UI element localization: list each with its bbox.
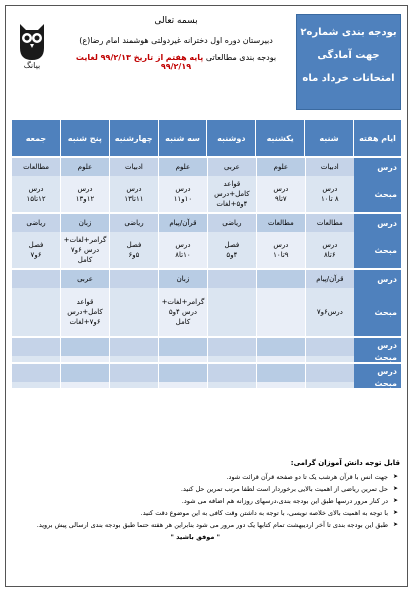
cell-subject	[257, 270, 305, 288]
row-label	[354, 364, 401, 388]
cell-subject	[110, 270, 158, 288]
cell-subject	[306, 338, 354, 356]
notes-section	[14, 457, 400, 543]
title-line-1: بودجه بندی شماره۲	[300, 27, 397, 38]
cell-topic	[257, 356, 305, 362]
table-cell	[60, 214, 109, 268]
cell-topic	[208, 356, 256, 362]
table-cell	[158, 270, 207, 336]
cell-topic: درس ۱۲و۱۳	[61, 176, 109, 212]
row-label-topic: مبحث	[374, 189, 397, 199]
cell-subject: قرآن/پیام	[159, 214, 207, 232]
note-item: ➤ طبق این بودجه بندی تا آخر اردیبهشت تمام کتابها یک دور مرور می شود بنابراین هر هفته حتما طبق بودجه بندی ارسالی پیش بروید.	[14, 519, 388, 531]
cell-topic	[110, 356, 158, 362]
note-item: ➤ با توجه به اهمیت بالای خلاصه نویسی، با توجه به داشتن وقت کافی به این موضوع دقت کنید.	[14, 507, 388, 519]
table-cell	[109, 270, 158, 336]
cell-subject	[12, 338, 60, 356]
cell-subject: قرآن/پیام	[306, 270, 354, 288]
logo-text: بیانگ	[23, 61, 41, 70]
row-label-lesson: درس	[377, 274, 397, 284]
table-cell	[109, 214, 158, 268]
table-cell	[256, 158, 305, 212]
cell-topic	[12, 382, 60, 388]
table-cell	[11, 270, 60, 336]
cell-subject: ریاضی	[110, 214, 158, 232]
table-cell	[305, 214, 354, 268]
cell-subject	[110, 364, 158, 382]
table-cell	[305, 270, 354, 336]
school-name: دبیرستان دوره اول دخترانه غیردولتی هوشمند امام رضا(ع)	[79, 36, 273, 45]
table-cell	[256, 364, 305, 388]
cell-topic	[12, 356, 60, 362]
schedule-table	[11, 120, 401, 388]
cell-topic	[61, 382, 109, 388]
row-label-lesson: درس	[377, 162, 397, 172]
cell-subject: ریاضی	[208, 214, 256, 232]
bismillah: بسمه تعالی	[154, 16, 198, 26]
cell-subject	[12, 364, 60, 382]
cell-topic	[159, 382, 207, 388]
row-label-lesson: درس	[377, 341, 397, 350]
cell-subject: علوم	[257, 158, 305, 176]
cell-topic	[306, 356, 354, 362]
plan-line	[60, 53, 292, 71]
header-day: شنبه	[304, 120, 353, 156]
header-day: چهارشنبه	[109, 120, 158, 156]
cell-subject: مطالعات	[12, 158, 60, 176]
table-cell	[256, 338, 305, 362]
title-line-2: جهت آمادگی	[317, 50, 380, 61]
plan-prefix: بودجه بندی مطالعاتی	[205, 53, 277, 62]
notes-list	[14, 471, 400, 531]
cell-subject: عربی	[208, 158, 256, 176]
cell-subject	[208, 338, 256, 356]
note-item: ➤ حل تمرین ریاضی از اهمیت بالایی برخوردار است لطفا مرتب تمرین حل کنید.	[14, 483, 388, 495]
table-cell	[256, 214, 305, 268]
cell-topic: درس ۱۰و۱۱	[159, 176, 207, 212]
cell-topic	[61, 356, 109, 362]
cell-topic: قواعد کامل+درس ۴و۵+لغات	[208, 176, 256, 212]
row-label	[354, 158, 401, 212]
cell-topic	[110, 382, 158, 388]
table-cell	[207, 214, 256, 268]
table-cell	[207, 364, 256, 388]
table-cell	[109, 338, 158, 362]
header-day: یکشنبه	[255, 120, 304, 156]
cell-topic: فصل ۴و۵	[208, 232, 256, 268]
notes-title: قابل توجه دانش آموزان گرامی:	[290, 459, 400, 467]
cell-subject	[257, 338, 305, 356]
table-cell	[11, 158, 60, 212]
table-row	[11, 336, 401, 362]
table-cell	[158, 364, 207, 388]
cell-topic	[110, 288, 158, 336]
cell-topic: فصل ۶و۷	[12, 232, 60, 268]
row-label	[354, 270, 401, 336]
cell-topic: درس ۸ تا۱۰	[306, 176, 354, 212]
table-cell	[60, 364, 109, 388]
title-line-3: امتحانات خرداد ماه	[302, 73, 395, 84]
cell-subject: علوم	[61, 158, 109, 176]
header-day: سه شنبه	[158, 120, 207, 156]
cell-topic	[208, 288, 256, 336]
cell-subject: علوم	[159, 158, 207, 176]
row-label-topic: مبحث	[374, 307, 397, 317]
cell-topic	[208, 382, 256, 388]
header-info	[60, 16, 292, 71]
cell-topic	[159, 356, 207, 362]
title-box	[296, 14, 401, 110]
cell-topic: درس ۷تا۹	[257, 176, 305, 212]
table-cell	[11, 364, 60, 388]
cell-topic: درس ۱۱تا۱۳	[110, 176, 158, 212]
table-cell	[207, 270, 256, 336]
table-cell	[11, 214, 60, 268]
owl-logo	[12, 18, 52, 70]
table-cell	[158, 338, 207, 362]
cell-subject: زبان	[159, 270, 207, 288]
cell-subject: عربی	[61, 270, 109, 288]
row-label-lesson: درس	[377, 367, 397, 376]
cell-topic	[306, 382, 354, 388]
table-cell	[109, 158, 158, 212]
cell-subject	[110, 338, 158, 356]
cell-subject: مطالعات	[306, 214, 354, 232]
cell-subject	[61, 338, 109, 356]
cell-topic: درس ۱۰تا۸	[159, 232, 207, 268]
cell-subject	[208, 270, 256, 288]
table-cell	[158, 214, 207, 268]
header-days-label: ایام هفته	[353, 120, 401, 156]
note-item: ➤ در کنار مرور درسها طبق این بودجه بندی،درسهای روزانه هم اضافه می شود.	[14, 495, 388, 507]
table-row	[11, 212, 401, 268]
cell-subject: ریاضی	[12, 214, 60, 232]
cell-subject	[257, 364, 305, 382]
cell-subject: زبان	[61, 214, 109, 232]
cell-topic: درس ۱۲تا۱۵	[12, 176, 60, 212]
header-day: جمعه	[11, 120, 60, 156]
cell-subject	[61, 364, 109, 382]
table-cell	[256, 270, 305, 336]
table-row	[11, 268, 401, 336]
row-label-topic: مبحث	[374, 379, 397, 388]
row-label	[354, 338, 401, 362]
cell-subject: مطالعات	[257, 214, 305, 232]
table-cell	[207, 158, 256, 212]
cell-topic	[12, 288, 60, 336]
cell-topic: درس ۶تا۸	[306, 232, 354, 268]
table-cell	[158, 158, 207, 212]
cell-topic	[257, 382, 305, 388]
table-cell	[60, 338, 109, 362]
row-label	[354, 214, 401, 268]
cell-subject	[306, 364, 354, 382]
cell-topic	[257, 288, 305, 336]
table-cell	[305, 338, 354, 362]
table-cell	[60, 270, 109, 336]
cell-subject: ادبیات	[110, 158, 158, 176]
cell-topic: فصل ۵و۶	[110, 232, 158, 268]
cell-topic: گرامر+لغات+ درس ۴و۵ کامل	[159, 288, 207, 336]
row-label-topic: مبحث	[374, 245, 397, 255]
cell-topic: درس۶و۷	[306, 288, 354, 336]
table-cell	[60, 158, 109, 212]
sign-off: " موفق باشید "	[170, 533, 220, 541]
cell-topic: قواعد کامل+درس ۶و۷+لغات	[61, 288, 109, 336]
plan-dates: از تاریخ ۹۹/۲/۱۳ لغایت ۹۹/۲/۱۹	[75, 53, 192, 71]
cell-topic: گرامر+لغات+ درس ۶و۷ کامل	[61, 232, 109, 268]
table-cell	[305, 364, 354, 388]
table-cell	[11, 338, 60, 362]
cell-subject: ادبیات	[306, 158, 354, 176]
table-row	[11, 156, 401, 212]
cell-subject	[159, 338, 207, 356]
header-day: پنج شنبه	[60, 120, 109, 156]
header-day: دوشنبه	[206, 120, 255, 156]
table-row	[11, 362, 401, 388]
cell-subject	[208, 364, 256, 382]
note-item: ➤ جهت انس با قرآن هرشب یک تا دو صفحه قرآن قرائت شود.	[14, 471, 388, 483]
cell-topic: درس ۹تا۱۰	[257, 232, 305, 268]
table-cell	[207, 338, 256, 362]
cell-subject	[12, 270, 60, 288]
table-header-row	[11, 120, 401, 156]
table-cell	[305, 158, 354, 212]
row-label-topic: مبحث	[374, 353, 397, 362]
table-cell	[109, 364, 158, 388]
row-label-lesson: درس	[377, 218, 397, 228]
plan-grade: پایه هفتم	[165, 53, 204, 62]
cell-subject	[159, 364, 207, 382]
